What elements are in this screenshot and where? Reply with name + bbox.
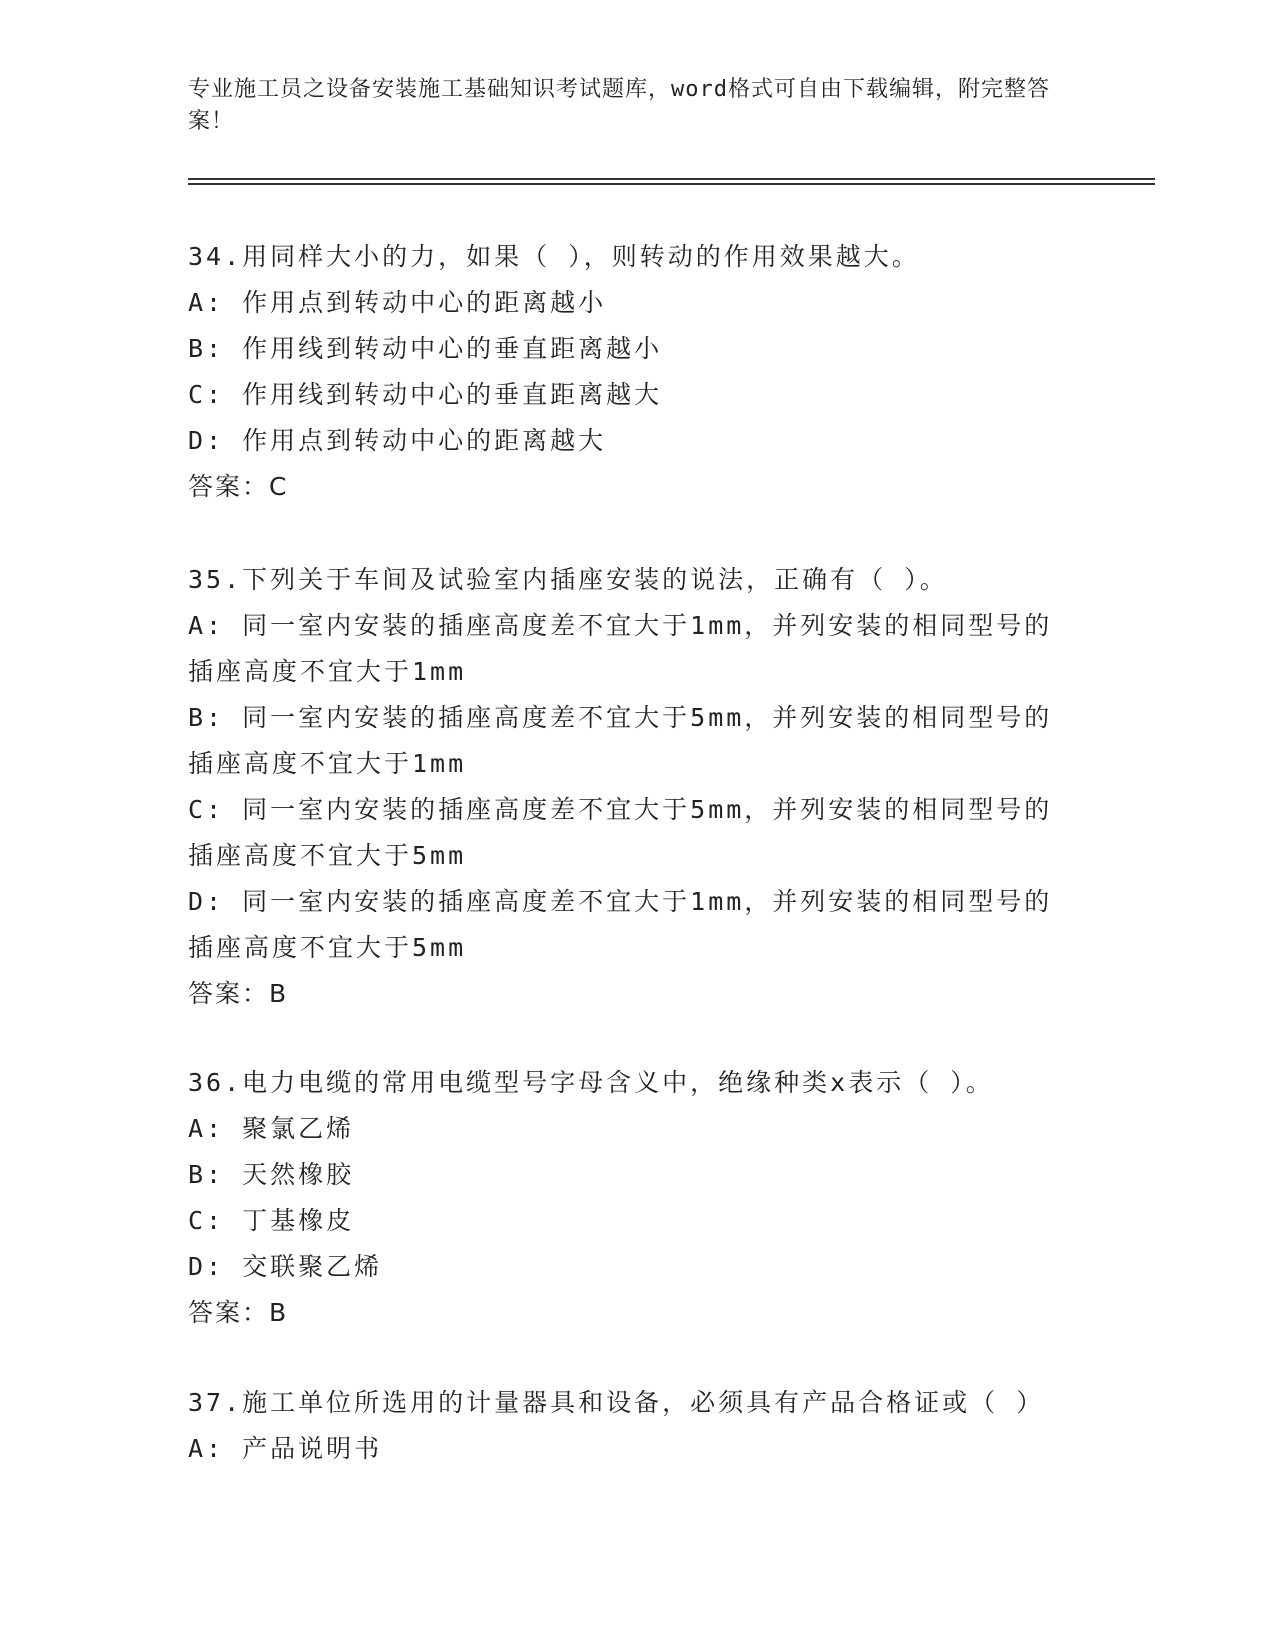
option-d: D: 作用点到转动中心的距离越大 bbox=[188, 426, 607, 455]
option-a: A: 作用点到转动中心的距离越小 bbox=[188, 288, 607, 317]
header-divider-top bbox=[188, 178, 1155, 180]
question-36 bbox=[188, 1060, 1068, 1336]
answer-label: 答案：B bbox=[188, 1298, 289, 1327]
document-header: 专业施工员之设备安装施工基础知识考试题库，word格式可自由下载编辑，附完整答案！ bbox=[188, 77, 1050, 134]
option-b: B: 天然橡胶 bbox=[188, 1160, 355, 1189]
option-a: A: 产品说明书 bbox=[188, 1434, 383, 1463]
option-a: A: 同一室内安装的插座高度差不宜大于1mm，并列安装的相同型号的插座高度不宜大于1mm bbox=[188, 611, 1053, 686]
option-a: A: 聚氯乙烯 bbox=[188, 1114, 355, 1143]
option-d: D: 交联聚乙烯 bbox=[188, 1252, 383, 1281]
question-35 bbox=[188, 557, 1068, 1017]
question-stem: 35.下列关于车间及试验室内插座安装的说法，正确有（ ）。 bbox=[188, 565, 948, 594]
option-d: D: 同一室内安装的插座高度差不宜大于1mm，并列安装的相同型号的插座高度不宜大于5mm bbox=[188, 887, 1053, 962]
question-stem: 36.电力电缆的常用电缆型号字母含义中，绝缘种类x表示（ ）。 bbox=[188, 1068, 994, 1097]
option-b: B: 同一室内安装的插座高度差不宜大于5mm，并列安装的相同型号的插座高度不宜大于1mm bbox=[188, 703, 1053, 778]
option-b: B: 作用线到转动中心的垂直距离越小 bbox=[188, 334, 663, 363]
question-stem: 34.用同样大小的力，如果（ ），则转动的作用效果越大。 bbox=[188, 242, 920, 271]
option-c: C: 作用线到转动中心的垂直距离越大 bbox=[188, 380, 663, 409]
question-37 bbox=[188, 1380, 1068, 1472]
option-c: C: 丁基橡皮 bbox=[188, 1206, 355, 1235]
header-divider-bottom bbox=[188, 183, 1155, 185]
question-34 bbox=[188, 234, 1068, 510]
answer-label: 答案：C bbox=[188, 472, 289, 501]
option-c: C: 同一室内安装的插座高度差不宜大于5mm，并列安装的相同型号的插座高度不宜大于5mm bbox=[188, 795, 1053, 870]
question-stem: 37.施工单位所选用的计量器具和设备，必须具有产品合格证或（ ） bbox=[188, 1388, 1045, 1417]
answer-label: 答案：B bbox=[188, 979, 289, 1008]
